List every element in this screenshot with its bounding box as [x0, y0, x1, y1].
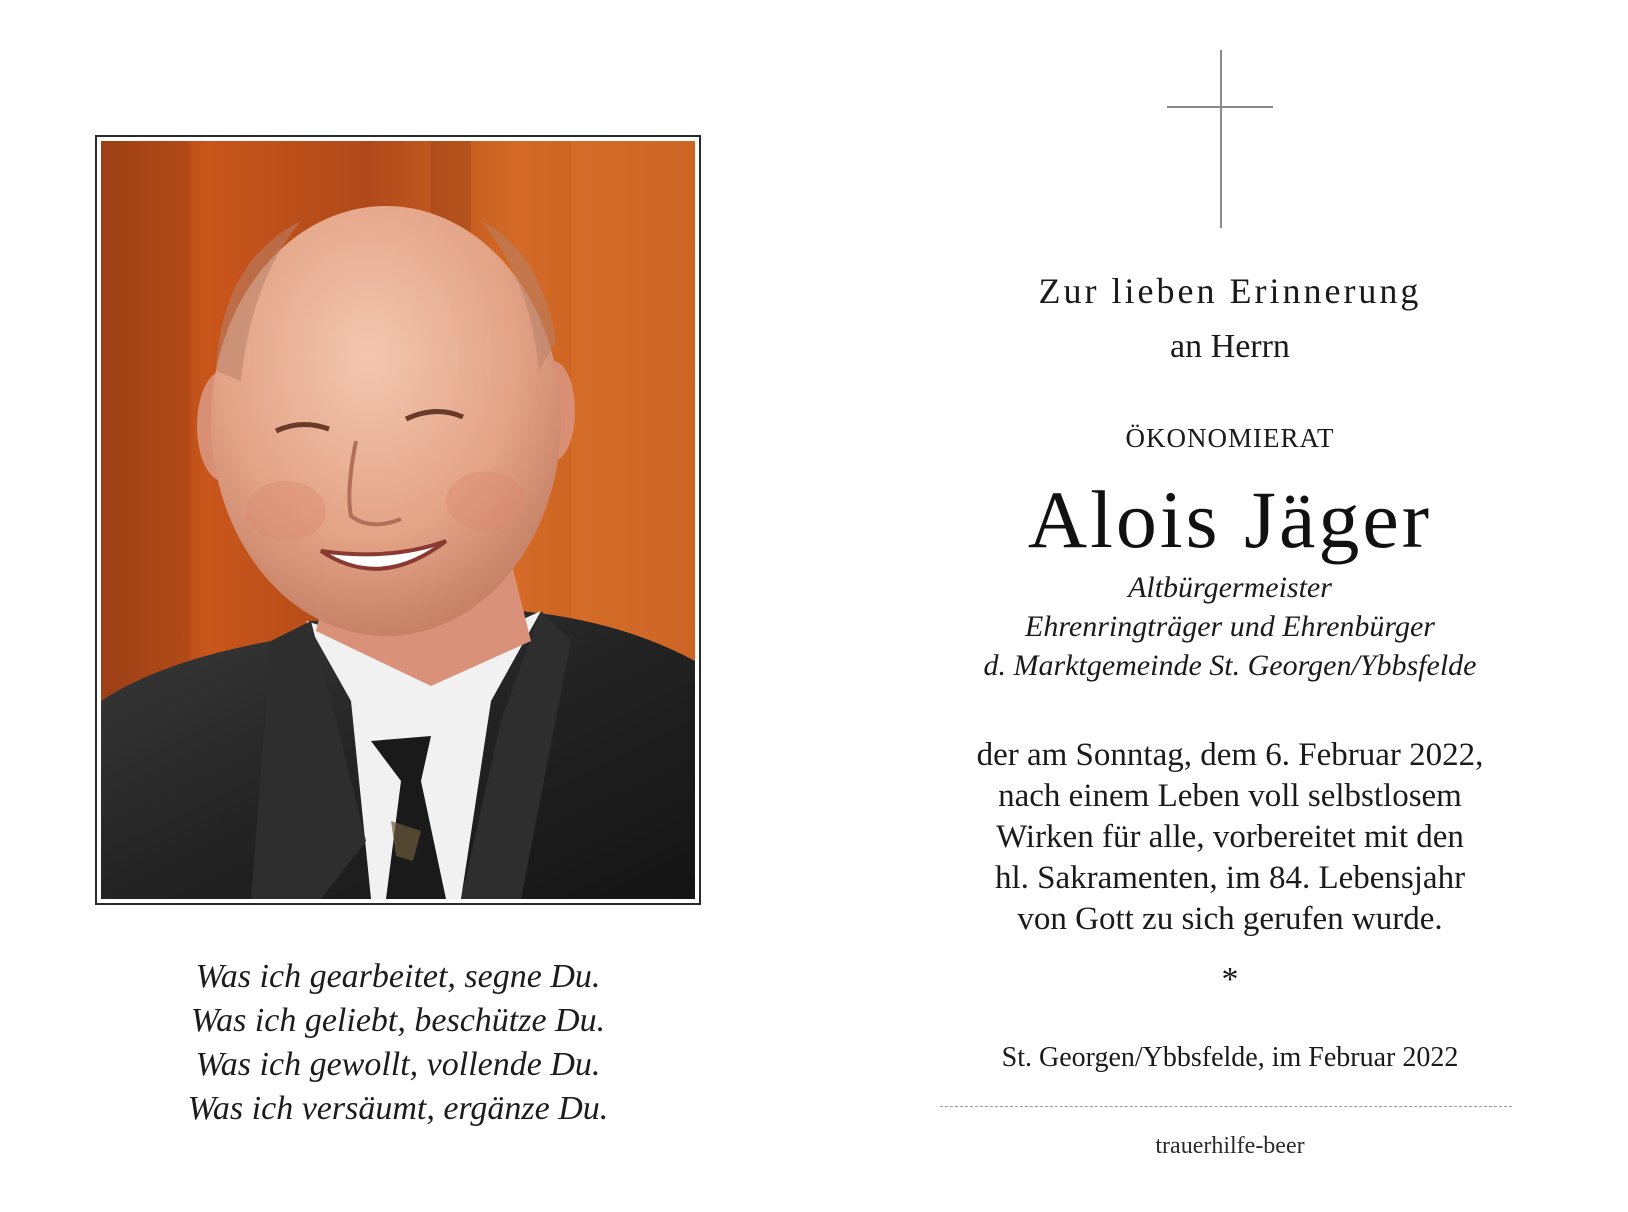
obituary-line: nach einem Leben voll selbstlosem	[998, 778, 1462, 814]
divider-rule	[940, 1106, 1512, 1107]
verse-line: Was ich geliebt, beschütze Du.	[190, 1002, 606, 1039]
obituary-line: Wirken für alle, vorbereitet mit den	[996, 819, 1464, 855]
portrait-photo-frame	[95, 135, 701, 905]
verse-line: Was ich gearbeitet, segne Du.	[195, 958, 601, 995]
place-date: St. Georgen/Ybbsfelde, im Februar 2022	[1001, 1042, 1459, 1073]
obituary-line: von Gott zu sich gerufen wurde.	[1017, 901, 1443, 937]
title-line: d. Marktgemeinde St. Georgen/Ybbsfelde	[983, 649, 1477, 682]
honorific-title: ÖKONOMIERAT	[1125, 423, 1335, 453]
obituary-text	[880, 735, 1580, 940]
verse-line: Was ich gewollt, vollende Du.	[195, 1046, 601, 1083]
publisher-credit: trauerhilfe-beer	[1155, 1133, 1305, 1159]
titles-block	[880, 568, 1580, 685]
intro-line: Zur lieben Erinnerung	[1038, 271, 1422, 311]
memorial-verse	[95, 955, 701, 1131]
title-line: Altbürgermeister	[1128, 571, 1332, 604]
cross-icon-bar	[1167, 106, 1273, 108]
intro-line-2: an Herrn	[1170, 328, 1290, 365]
cross-icon	[1220, 50, 1222, 228]
title-line: Ehrenringträger und Ehrenbürger	[1025, 610, 1435, 643]
obituary-line: hl. Sakramenten, im 84. Lebensjahr	[994, 860, 1466, 896]
star-divider: *	[1221, 961, 1239, 998]
obituary-line: der am Sonntag, dem 6. Februar 2022,	[976, 737, 1484, 773]
verse-line: Was ich versäumt, ergänze Du.	[187, 1090, 609, 1127]
deceased-name: Alois Jäger	[1027, 474, 1433, 565]
portrait-photo	[101, 141, 695, 899]
